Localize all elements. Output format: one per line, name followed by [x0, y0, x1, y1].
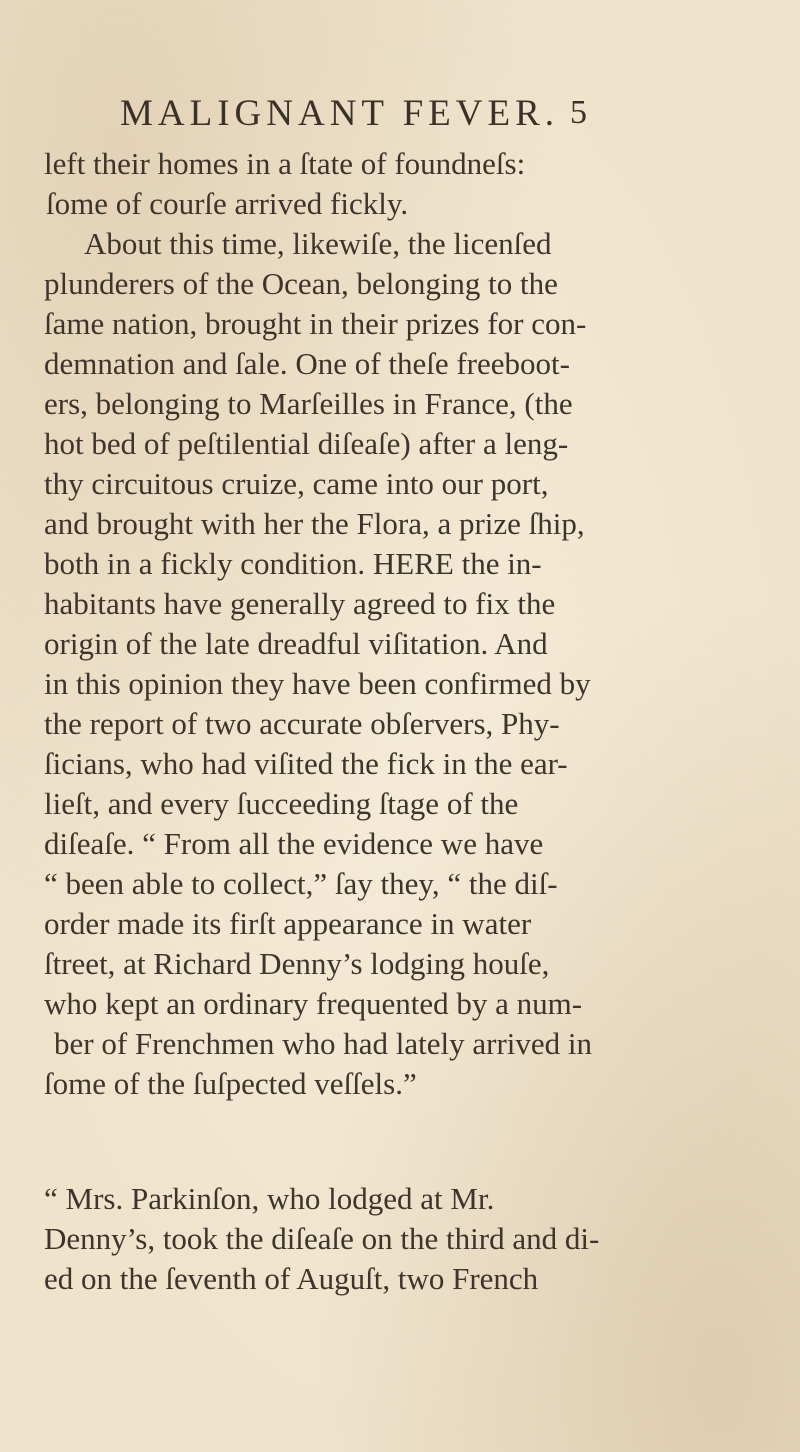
text-line: order made its firſt appearance in water — [44, 906, 532, 941]
text-line: ſome of courſe arrived fickly. — [46, 186, 409, 221]
text-line: habitants have generally agreed to fix the — [44, 586, 556, 621]
text-line: ed on the ſeventh of Auguſt, two French — [44, 1261, 539, 1296]
text-line: ſame nation, brought in their prizes for con- — [44, 306, 587, 341]
text-line: diſeaſe. “ From all the evidence we have — [44, 826, 544, 861]
text-line: About this time, likewiſe, the licenſed — [84, 226, 552, 261]
text-line: “ been able to collect,” ſay they, “ the diſ- — [44, 866, 558, 901]
text-line: ſicians, who had viſited the fick in the ear- — [44, 746, 568, 781]
text-line: plunderers of the Ocean, belonging to the — [44, 266, 558, 301]
page-number: 5 — [570, 94, 587, 131]
page-header — [120, 92, 720, 142]
text-line: left their homes in a ſtate of foundneſs: — [44, 146, 526, 181]
text-line: who kept an ordinary frequented by a num- — [44, 986, 583, 1021]
text-line: ber of Frenchmen who had lately arrived in — [54, 1026, 593, 1061]
text-line: Denny’s, took the diſeaſe on the third and di- — [44, 1221, 600, 1256]
text-line: “ Mrs. Parkinſon, who lodged at Mr. — [44, 1181, 495, 1216]
text-line: demnation and ſale. One of theſe freeboot- — [44, 346, 570, 381]
text-line: ers, belonging to Marſeilles in France, (the — [44, 386, 573, 421]
text-line: the report of two accurate obſervers, Phy- — [44, 706, 560, 741]
body-text — [44, 144, 784, 1299]
text-line: in this opinion they have been confirmed by — [44, 666, 591, 701]
text-line: both in a fickly condition. HERE the in- — [44, 546, 542, 581]
text-line: lieſt, and every ſucceeding ſtage of the — [44, 786, 519, 821]
text-line: ſome of the ſuſpected veſſels.” — [44, 1066, 417, 1101]
text-line: origin of the late dreadful viſitation. And — [44, 626, 548, 661]
text-line: ſtreet, at Richard Denny’s lodging houſe, — [44, 946, 550, 981]
text-line: and brought with her the Flora, a prize ſhip, — [44, 506, 585, 541]
running-head: MALIGNANT FEVER. — [120, 93, 560, 134]
text-line: hot bed of peſtilential diſeaſe) after a leng- — [44, 426, 569, 461]
text-line: thy circuitous cruize, came into our port, — [44, 466, 549, 501]
